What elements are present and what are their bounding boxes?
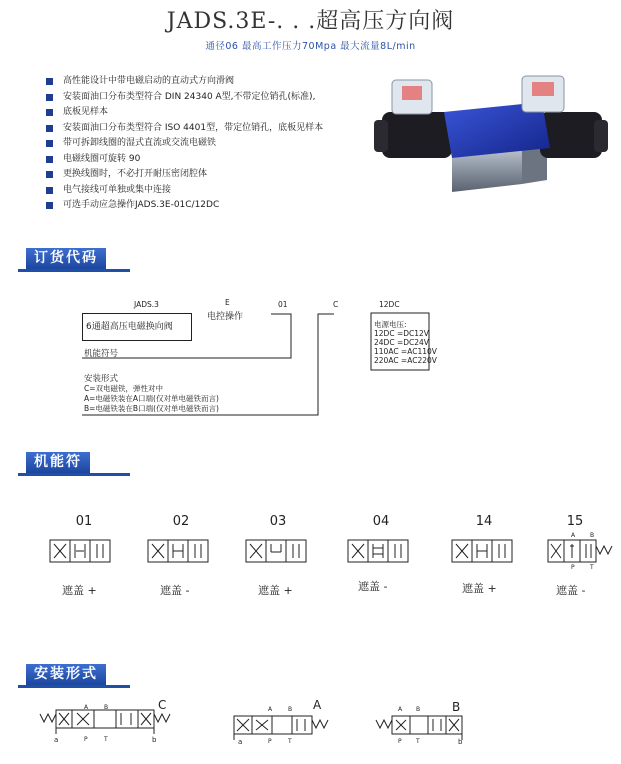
mount-b-port-p: P (398, 738, 402, 745)
feature-item: 安装面油口分布类型符合 DIN 24340 A型,不带定位销孔(标准), (46, 90, 323, 106)
mount-a-port-t: T (288, 738, 292, 745)
feature-item: 带可拆卸线圈的湿式直流或交流电磁铁 (46, 136, 323, 152)
mount-b-sol-b: b (458, 738, 463, 746)
mount-c-sol-a: a (54, 736, 59, 744)
mount-a-port-b: B (288, 706, 293, 713)
code-part-series: JADS.3 (134, 300, 159, 309)
mount-c-port-b: B (104, 704, 109, 711)
mounting-symbol-a (234, 716, 328, 740)
function-code-03: 03 (269, 514, 287, 529)
function-code-15: 15 (566, 514, 584, 529)
feature-item: 可选手动应急操作JADS.3E-01C/12DC (46, 198, 323, 214)
mount-a-port-a: A (268, 706, 273, 713)
mount-c-sol-b: b (152, 736, 157, 744)
mount-a-sol-a: a (238, 738, 243, 746)
code-part-function: 01 (278, 300, 288, 309)
operation-label: 电控操作 (207, 312, 244, 322)
cover-label: 遮盖 + (62, 584, 97, 597)
mounting-symbol-b (376, 716, 462, 740)
mounting-label-b: B (452, 700, 461, 714)
mount-b-port-a: A (398, 706, 403, 713)
section-header-function-symbol: 机能符 (18, 452, 130, 476)
mounting-options: C=双电磁铁，弹性对中 A=电磁铁装在A口端(仅对单电磁铁而言) B=电磁铁装在B口端(仅对单电磁铁而言) (84, 384, 219, 413)
cover-label: 遮盖 - (556, 584, 586, 597)
mount-c-port-t: T (104, 736, 108, 743)
function-code-01: 01 (75, 514, 93, 529)
cover-label: 遮盖 + (258, 584, 293, 597)
mount-b-port-b: B (416, 706, 421, 713)
page-title: JADS.3E-. . .超高压方向阀 (166, 9, 455, 34)
function-code-label: 机能符号 (84, 349, 119, 359)
cover-label: 遮盖 + (462, 582, 497, 595)
mount-b-port-t: T (416, 738, 420, 745)
feature-item: 电气接线可单独或集中连接 (46, 183, 323, 199)
mounting-symbol-c (40, 710, 170, 734)
feature-item: 安装面油口分布类型符合 ISO 4401型，带定位销孔，底板见样本 (46, 121, 323, 137)
feature-item: 电磁线圈可旋转 90 (46, 152, 323, 168)
cover-label: 遮盖 - (160, 584, 190, 597)
feature-item: 高性能设计中带电磁启动的直动式方向滑阀 (46, 74, 323, 90)
fn15-port-p: P (571, 564, 575, 571)
mount-a-port-p: P (268, 738, 272, 745)
mount-c-port-p: P (84, 736, 88, 743)
function-code-04: 04 (372, 514, 390, 529)
mount-c-port-a: A (84, 704, 89, 711)
mounting-title: 安装形式 (84, 374, 119, 384)
function-code-02: 02 (172, 514, 190, 529)
section-header-mounting: 安装形式 (18, 664, 130, 688)
fn15-port-t: T (590, 564, 594, 571)
fn15-port-a: A (571, 532, 576, 539)
feature-item: 底板见样本 (46, 105, 323, 121)
mounting-label-a: A (313, 698, 322, 712)
code-part-voltage: 12DC (379, 300, 400, 309)
page-subtitle: 通径06 最高工作压力70Mpa 最大流量8L/min (205, 41, 416, 52)
code-part-mounting: C (333, 300, 339, 309)
fn15-port-b: B (590, 532, 595, 539)
cover-label: 遮盖 - (358, 580, 388, 593)
series-description: 6通超高压电磁换向阀 (86, 322, 173, 332)
mounting-label-c: C (158, 698, 167, 712)
code-part-operation: E (225, 298, 230, 307)
function-code-14: 14 (475, 514, 493, 529)
voltage-list: 电源电压: 12DC =DC12V 24DC =DC24V 110AC =AC110V 220AC =AC220V (374, 320, 437, 365)
section-header-order-code: 订货代码 (18, 248, 130, 272)
feature-item: 更换线圈时，不必打开耐压密闭腔体 (46, 167, 323, 183)
